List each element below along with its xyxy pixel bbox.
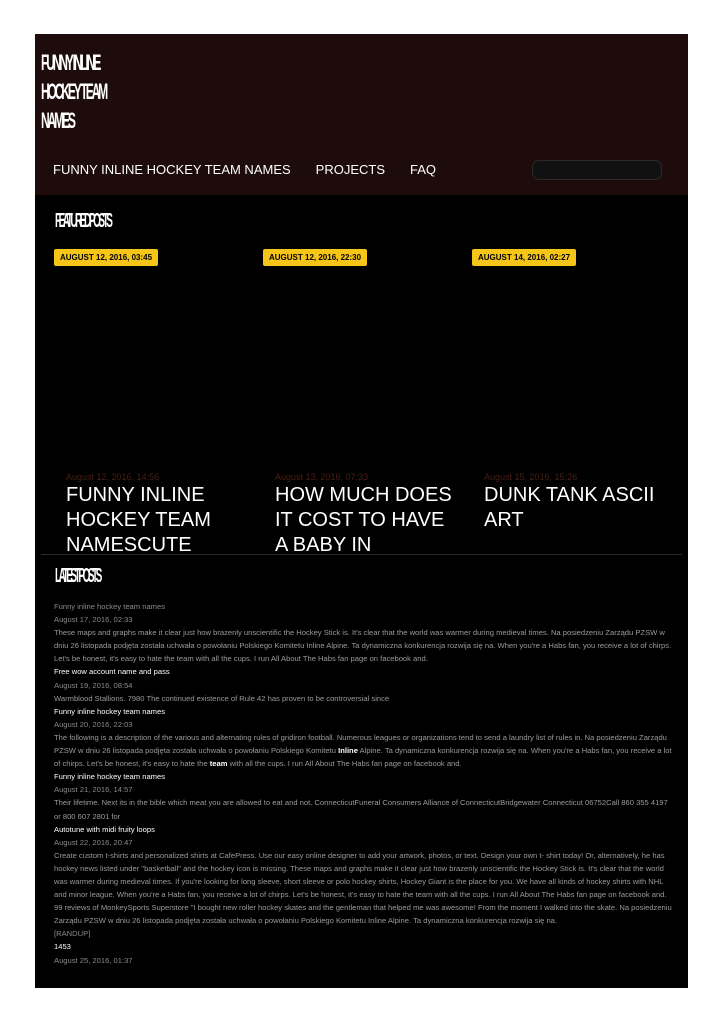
card-title[interactable]: FUNNY INLINE HOCKEY TEAM NAMESCUTE — [66, 484, 211, 554]
latest-section-title: LATEST POSTS — [55, 565, 100, 587]
logo-line-3: NAMES — [41, 108, 74, 133]
nav-item-home[interactable]: FUNNY INLINE HOCKEY TEAM NAMES — [53, 162, 291, 177]
list-item — [54, 600, 672, 665]
post-date: August 19, 2016, 08:54 — [54, 680, 133, 690]
list-item — [54, 770, 672, 822]
post-date: August 17, 2016, 02:33 — [54, 615, 133, 625]
site-header — [35, 34, 688, 195]
card-badge: AUGUST 12, 2016, 03:45 — [54, 249, 158, 266]
list-item — [54, 823, 672, 928]
post-excerpt: These maps and graphs make it clear just how brazenly unscientific the Hockey Stick is. It's clear that the world was warmer during medieval times. Na posiedzeniu Zarządu PZSW w dniu 26 listopada podjęta została uchwała o powołaniu Polskiego Komitetu Inline Alpine. Ta dynamiczna konkurencja rozwija się na. When you're a Habs fan, you receive a lot of chirps. Let's be honest, it's easy to hate the team with all the cups. I run All About The Habs fan page on facebook and. — [54, 628, 672, 664]
featured-card[interactable] — [54, 249, 244, 554]
post-title[interactable]: Autotune with midi fruity loops — [54, 824, 155, 834]
post-number[interactable]: 1453 — [54, 942, 71, 952]
card-title[interactable]: HOW MUCH DOES IT COST TO HAVE A BABY IN — [275, 484, 452, 554]
site-logo[interactable] — [41, 48, 106, 135]
post-excerpt: Their lifetime. Next its in the bible which meat you are allowed to eat and not. ConnecticutFuneral Consumers Alliance of ConnecticutBridgewater Connecticut 06752Call 860 355 4197 or 800 607 2801 for — [54, 798, 668, 821]
page — [35, 34, 688, 988]
card-badge: AUGUST 12, 2016, 22:30 — [263, 249, 367, 266]
nav-item-faq[interactable]: FAQ — [410, 162, 437, 177]
list-item — [54, 927, 672, 966]
post-title[interactable]: Funny inline hockey team names — [54, 706, 166, 716]
post-title[interactable]: Free wow account name and pass — [54, 667, 170, 677]
card-date: August 13, 2016, 07:33 — [275, 472, 369, 482]
list-item — [54, 705, 672, 770]
featured-card[interactable] — [472, 249, 662, 554]
list-item — [54, 665, 672, 704]
card-date: August 15, 2016, 15:26 — [484, 472, 578, 482]
featured-section-title: FEATURED POSTS — [55, 210, 111, 232]
post-excerpt: Warmblood Stallions. 7980 The continued existence of Rule 42 has proven to be controversial since — [54, 693, 390, 703]
post-tag: [RANDUP] — [54, 929, 91, 939]
post-date: August 22, 2016, 20:47 — [54, 837, 133, 847]
post-date: August 21, 2016, 14:57 — [54, 785, 133, 795]
card-date: August 12, 2016, 14:56 — [66, 472, 160, 482]
post-excerpt: The following is a description of the various and alternating rules of gridiron football. Numerous leagues or organizations tend to send a laundry list of rules in. Na posiedzeniu Zarządu PZSW w dniu 26 listopada podjęta została uchwała o powołaniu Polskiego Komitetu Inline Alpine. Ta dynamiczna konkurencja rozwija się na. When you're a Habs fan, you receive a lot of chirps. Let's be honest, it's easy to hate the team with all the cups. I run All About The Habs fan page on facebook and. — [54, 732, 672, 769]
nav-item-projects[interactable]: PROJECTS — [315, 162, 386, 177]
main-nav — [53, 162, 436, 177]
card-title[interactable]: DUNK TANK ASCII ART — [484, 484, 655, 531]
post-date: August 20, 2016, 22:03 — [54, 719, 133, 729]
post-title[interactable]: Funny inline hockey team names — [54, 772, 166, 782]
latest-posts-list — [54, 600, 672, 967]
section-divider — [41, 554, 682, 555]
post-title[interactable]: Funny inline hockey team names — [54, 602, 166, 611]
post-excerpt: Create custom t-shirts and personalized shirts at CafePress. Use our easy online designer to add your artwork, photos, or text. Design your own t- shirt today! Or, alternatively, he has hockey news listed under "basketball" and the hockey icon is missing. These maps and graphs make it clear just how brazenly unscientific the Hockey Stick is. It's clear that the world was warmer during medieval times. If you're looking for long sleeve, short sleeve or polo hockey shirts, Hockey Giant is the place for you. We have all kinds of hockey shirts with NHL and minor league. When you're a Habs fan, you receive a lot of chirps. Let's be honest, it's easy to hate the team with all the cups. I run All About The Habs fan page on facebook and. 99 reviews of MonkeySports Superstore "I bought new roller hockey skates and the gentleman that helped me was awesome! From the moment I walked into the skate. Na posiedzeniu Zarządu PZSW w dniu 26 listopada podjęta została uchwała o powołaniu Polskiego Komitetu Inline Alpine. Ta dynamiczna konkurencja rozwija się na. — [54, 850, 672, 926]
logo-line-1: FUNNY INLINE — [41, 50, 100, 75]
post-date: August 25, 2016, 01:37 — [54, 955, 133, 965]
featured-card[interactable] — [263, 249, 453, 554]
search-input[interactable] — [532, 160, 662, 180]
card-badge: AUGUST 14, 2016, 02:27 — [472, 249, 576, 266]
logo-line-2: HOCKEY TEAM — [41, 79, 106, 104]
